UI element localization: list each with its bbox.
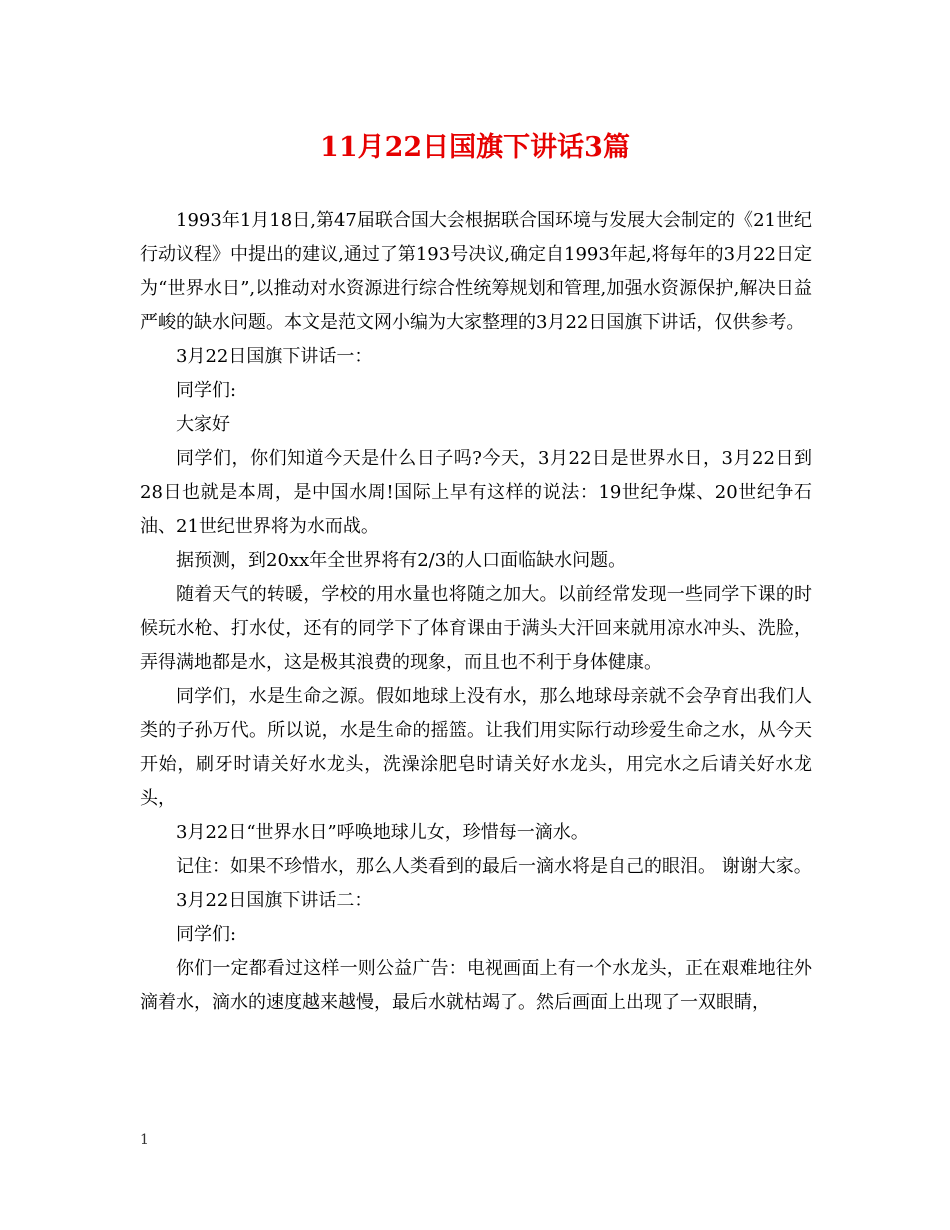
document-title: 11月22日国旗下讲话3篇 xyxy=(320,132,630,163)
page-number: 1 xyxy=(140,1132,149,1148)
document-body xyxy=(140,204,812,1020)
paragraph-greeting: 大家好 xyxy=(176,414,230,435)
paragraph-speech-two-heading: 3月22日国旗下讲话二： xyxy=(176,890,373,911)
paragraph-source-of-life: 同学们，水是生命之源。假如地球上没有水，那么地球母亲就不会孕育出我们人类的子孙万代。所以说，水是生命的摇篮。让我们用实际行动珍爱生命之水，从今天开始，刷牙时请关好水龙头，洗澡涂肥皂时请关好水龙头，用完水之后请关好水龙头， xyxy=(140,686,812,809)
paragraph-advertisement: 你们一定都看过这样一则公益广告：电视画面上有一个水龙头，正在艰难地往外滴着水，滴水的速度越来越慢，最后水就枯竭了。然后画面上出现了一双眼睛， xyxy=(140,958,812,1013)
paragraph-intro: 1993年1月18日,第47届联合国大会根据联合国环境与发展大会制定的《21世纪行动议程》中提出的建议,通过了第193号决议,确定自1993年起,将每年的3月22日定为“世界水日”,以推动对水资源进行综合性统筹规划和管理,加强水资源保护,解决日益严峻的缺水问题。本文是范文网小编为大家整理的3月22日国旗下讲话，仅供参考。 xyxy=(140,210,812,333)
paragraph-prediction: 据预测，到20xx年全世界将有2/3的人口面临缺水问题。 xyxy=(176,550,627,571)
paragraph-call-to-action: 3月22日“世界水日”呼唤地球儿女，珍惜每一滴水。 xyxy=(176,822,589,843)
paragraph-salutation: 同学们: xyxy=(176,380,237,401)
paragraph-speech-one-heading: 3月22日国旗下讲话一： xyxy=(176,346,373,367)
paragraph-closing: 记住：如果不珍惜水，那么人类看到的最后一滴水将是自己的眼泪。 谢谢大家。 xyxy=(176,856,812,877)
paragraph-water-day: 同学们，你们知道今天是什么日子吗?今天，3月22日是世界水日，3月22日到28日也就是本周，是中国水周!国际上早有这样的说法：19世纪争煤、20世纪争石油、21世纪世界将为水而战。 xyxy=(140,448,812,537)
paragraph-school-water: 随着天气的转暖，学校的用水量也将随之加大。以前经常发现一些同学下课的时候玩水枪、打水仗，还有的同学下了体育课由于满头大汗回来就用凉水冲头、洗脸，弄得满地都是水，这是极其浪费的现象，而且也不利于身体健康。 xyxy=(140,584,812,673)
paragraph-salutation-two: 同学们: xyxy=(176,924,237,945)
